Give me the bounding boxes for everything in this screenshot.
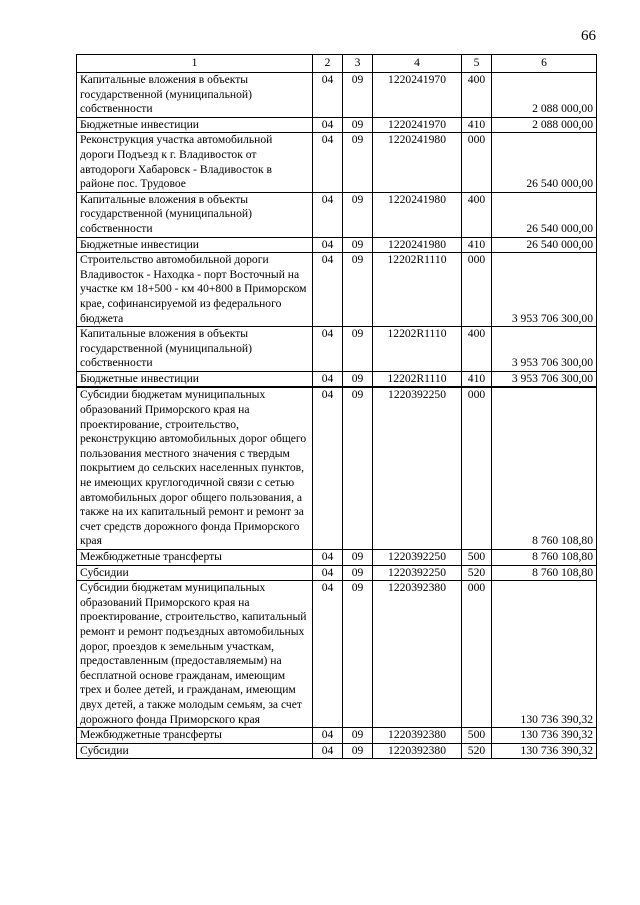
row-section: 04 — [313, 581, 343, 728]
table-row — [77, 550, 597, 566]
header-cell: 6 — [492, 55, 597, 73]
row-subsection: 09 — [343, 237, 373, 253]
row-target-code: 1220392380 — [373, 743, 462, 759]
row-section: 04 — [313, 371, 343, 387]
row-name: Субсидии бюджетам муниципальных образований Приморского края на проектирование, строительство, капитальный ремонт и ремонт подъездных автомобильных дорог, проездов к земельным участкам, предоставленным (предоставляемым) на бесплатной основе гражданам, имеющим трех и более детей, и гражданам, имеющим двух детей, а также молодым семьям, за счет дорожного фонда Приморского края — [77, 581, 313, 728]
row-amount: 130 736 390,32 — [492, 581, 597, 728]
row-name: Межбюджетные трансферты — [77, 728, 313, 744]
row-expense-type: 000 — [462, 133, 492, 192]
row-target-code: 1220392250 — [373, 550, 462, 566]
header-cell: 4 — [373, 55, 462, 73]
header-cell: 5 — [462, 55, 492, 73]
row-subsection: 09 — [343, 550, 373, 566]
table-row — [77, 237, 597, 253]
row-name: Межбюджетные трансферты — [77, 550, 313, 566]
table-row — [77, 371, 597, 387]
row-amount: 2 088 000,00 — [492, 117, 597, 133]
row-subsection: 09 — [343, 253, 373, 327]
row-name: Субсидии — [77, 743, 313, 759]
row-section: 04 — [313, 728, 343, 744]
row-expense-type: 520 — [462, 743, 492, 759]
row-expense-type: 000 — [462, 253, 492, 327]
row-expense-type: 000 — [462, 581, 492, 728]
table-row — [77, 387, 597, 549]
table-row — [77, 565, 597, 581]
table-row — [77, 133, 597, 192]
row-section: 04 — [313, 237, 343, 253]
row-subsection: 09 — [343, 387, 373, 549]
table-row — [77, 327, 597, 372]
row-subsection: 09 — [343, 728, 373, 744]
page-number: 66 — [581, 28, 596, 44]
row-expense-type: 000 — [462, 387, 492, 549]
row-target-code: 1220241980 — [373, 237, 462, 253]
row-amount: 26 540 000,00 — [492, 237, 597, 253]
row-target-code: 1220241970 — [373, 117, 462, 133]
row-target-code: 12202R1110 — [373, 253, 462, 327]
row-section: 04 — [313, 743, 343, 759]
table-row — [77, 743, 597, 759]
row-section: 04 — [313, 73, 343, 118]
row-name: Реконструкция участка автомобильной дороги Подъезд к г. Владивосток от автодороги Хабаровск - Владивосток в районе пос. Трудовое — [77, 133, 313, 192]
header-row — [77, 55, 597, 73]
row-subsection: 09 — [343, 565, 373, 581]
table-row — [77, 73, 597, 118]
row-target-code: 1220392250 — [373, 387, 462, 549]
table-row — [77, 253, 597, 327]
row-target-code: 1220392380 — [373, 728, 462, 744]
row-subsection: 09 — [343, 371, 373, 387]
row-expense-type: 410 — [462, 237, 492, 253]
row-target-code: 1220241980 — [373, 192, 462, 237]
row-target-code: 12202R1110 — [373, 371, 462, 387]
table-row — [77, 117, 597, 133]
row-subsection: 09 — [343, 133, 373, 192]
row-target-code: 1220241970 — [373, 73, 462, 118]
row-name: Строительство автомобильной дороги Владивосток - Находка - порт Восточный на участке км 18+500 - км 40+800 в Приморском крае, софинансируемой из федерального бюджета — [77, 253, 313, 327]
row-name: Капитальные вложения в объекты государственной (муниципальной) собственности — [77, 327, 313, 372]
row-amount: 3 953 706 300,00 — [492, 371, 597, 387]
row-expense-type: 500 — [462, 550, 492, 566]
row-subsection: 09 — [343, 73, 373, 118]
row-section: 04 — [313, 192, 343, 237]
row-name: Капитальные вложения в объекты государственной (муниципальной) собственности — [77, 73, 313, 118]
row-target-code: 12202R1110 — [373, 327, 462, 372]
row-amount: 2 088 000,00 — [492, 73, 597, 118]
header-cell: 3 — [343, 55, 373, 73]
row-amount: 3 953 706 300,00 — [492, 327, 597, 372]
row-target-code: 1220392250 — [373, 565, 462, 581]
row-amount: 26 540 000,00 — [492, 192, 597, 237]
row-section: 04 — [313, 117, 343, 133]
row-name: Капитальные вложения в объекты государственной (муниципальной) собственности — [77, 192, 313, 237]
row-subsection: 09 — [343, 327, 373, 372]
table-row — [77, 192, 597, 237]
row-expense-type: 520 — [462, 565, 492, 581]
row-subsection: 09 — [343, 581, 373, 728]
table-row — [77, 728, 597, 744]
row-name: Бюджетные инвестиции — [77, 371, 313, 387]
row-subsection: 09 — [343, 192, 373, 237]
row-subsection: 09 — [343, 117, 373, 133]
row-subsection: 09 — [343, 743, 373, 759]
row-amount: 3 953 706 300,00 — [492, 253, 597, 327]
row-amount: 8 760 108,80 — [492, 387, 597, 549]
row-amount: 8 760 108,80 — [492, 550, 597, 566]
row-name: Бюджетные инвестиции — [77, 237, 313, 253]
row-name: Субсидии — [77, 565, 313, 581]
row-name: Бюджетные инвестиции — [77, 117, 313, 133]
row-section: 04 — [313, 327, 343, 372]
row-amount: 130 736 390,32 — [492, 743, 597, 759]
row-section: 04 — [313, 253, 343, 327]
row-expense-type: 500 — [462, 728, 492, 744]
row-section: 04 — [313, 387, 343, 549]
row-expense-type: 400 — [462, 192, 492, 237]
budget-table — [76, 54, 597, 759]
row-amount: 8 760 108,80 — [492, 565, 597, 581]
row-expense-type: 410 — [462, 117, 492, 133]
row-section: 04 — [313, 565, 343, 581]
table-row — [77, 581, 597, 728]
row-section: 04 — [313, 550, 343, 566]
row-amount: 130 736 390,32 — [492, 728, 597, 744]
row-expense-type: 400 — [462, 73, 492, 118]
header-cell: 2 — [313, 55, 343, 73]
header-cell: 1 — [77, 55, 313, 73]
row-target-code: 1220241980 — [373, 133, 462, 192]
row-expense-type: 400 — [462, 327, 492, 372]
row-expense-type: 410 — [462, 371, 492, 387]
row-amount: 26 540 000,00 — [492, 133, 597, 192]
row-name: Субсидии бюджетам муниципальных образований Приморского края на проектирование, строительство, реконструкцию автомобильных дорог общего пользования местного значения с твердым покрытием до сельских населенных пунктов, не имеющих круглогодичной связи с сетью автомобильных дорог общего пользования, а также на их капитальный ремонт и ремонт за счет средств дорожного фонда Приморского края — [77, 387, 313, 549]
row-target-code: 1220392380 — [373, 581, 462, 728]
row-section: 04 — [313, 133, 343, 192]
